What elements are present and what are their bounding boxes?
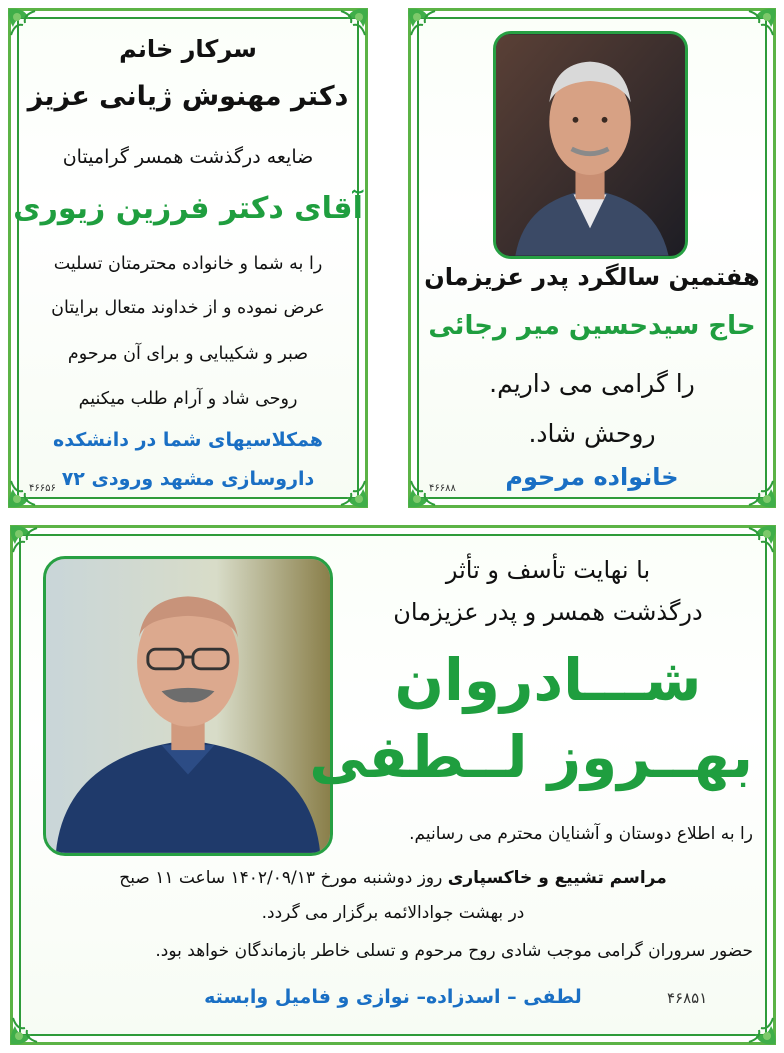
floral-corner-icon: [743, 7, 777, 41]
card-title: هفتمین سالگرد پدر عزیزمان: [424, 263, 760, 291]
portrait-photo: [493, 31, 688, 259]
man-with-glasses-portrait-icon: [46, 559, 330, 853]
body-line: روحی شاد و آرام طلب میکنیم: [78, 389, 298, 409]
body-line: را گرامی می داریم.: [489, 369, 695, 398]
body-line: را به شما و خانواده محترمتان تسلیت: [53, 254, 323, 274]
deceased-name: بهــروز لــطفی: [309, 723, 753, 791]
body-line: روحش شاد.: [528, 419, 656, 448]
ad-code: ۴۶۶۵۶: [29, 483, 56, 494]
signature-line: لطفی – اسدزاده– نوازی و فامیل وابسته: [204, 986, 582, 1008]
signature-line: داروسازی مشهد ورودی ۷۲: [61, 468, 315, 490]
card-subtitle: ضایعه درگذشت همسر گرامیتان: [62, 146, 314, 168]
recipient-name: دکتر مهنوش ژیانی عزیز: [27, 81, 349, 112]
obituary-card-lotfi: [10, 525, 776, 1045]
body-line: صبر و شکیبایی و برای آن مرحوم: [67, 344, 309, 364]
ceremony-datetime: روز دوشنبه مورخ ۱۴۰۲/۰۹/۱۳ ساعت ۱۱ صبح: [119, 868, 443, 888]
intro-line: درگذشت همسر و پدر عزیزمان: [393, 598, 703, 626]
signature-line: همکلاسیهای شما در دانشکده: [53, 429, 323, 451]
condolence-card-zivari: [8, 8, 368, 508]
ad-code: ۴۶۸۵۱: [667, 989, 708, 1007]
floral-corner-icon: [743, 524, 777, 558]
ceremony-line: [33, 868, 753, 888]
intro-line: با نهایت تأسف و تأثر: [445, 556, 651, 584]
floral-corner-icon: [9, 1012, 43, 1046]
deceased-name: آقای دکتر فرزین زیوری: [13, 191, 363, 226]
ceremony-label: مراسم تشییع و خاکسپاری: [447, 868, 667, 888]
signature-line: خانواده مرحوم: [505, 463, 679, 491]
floral-corner-icon: [407, 7, 441, 41]
elderly-man-portrait-icon: [496, 34, 685, 256]
floral-corner-icon: [9, 524, 43, 558]
deceased-title: شـــادروان: [394, 646, 702, 714]
body-line: را به اطلاع دوستان و آشنایان محترم می رسانیم.: [409, 824, 753, 844]
body-line: عرض نموده و از خداوند متعال برایتان: [51, 298, 325, 318]
portrait-photo: [43, 556, 333, 856]
venue-line: در بهشت جوادالائمه برگزار می گردد.: [261, 903, 525, 923]
floral-corner-icon: [743, 1012, 777, 1046]
ad-code: ۴۶۶۸۸: [429, 483, 456, 494]
card-title: سرکار خانم: [119, 35, 257, 63]
deceased-name: حاج سیدحسین میر رجائی: [428, 311, 756, 341]
anniversary-card-mirrajaei: [408, 8, 776, 508]
body-line: حضور سروران گرامی موجب شادی روح مرحوم و تسلی خاطر بازماندگان خواهد بود.: [155, 941, 753, 961]
